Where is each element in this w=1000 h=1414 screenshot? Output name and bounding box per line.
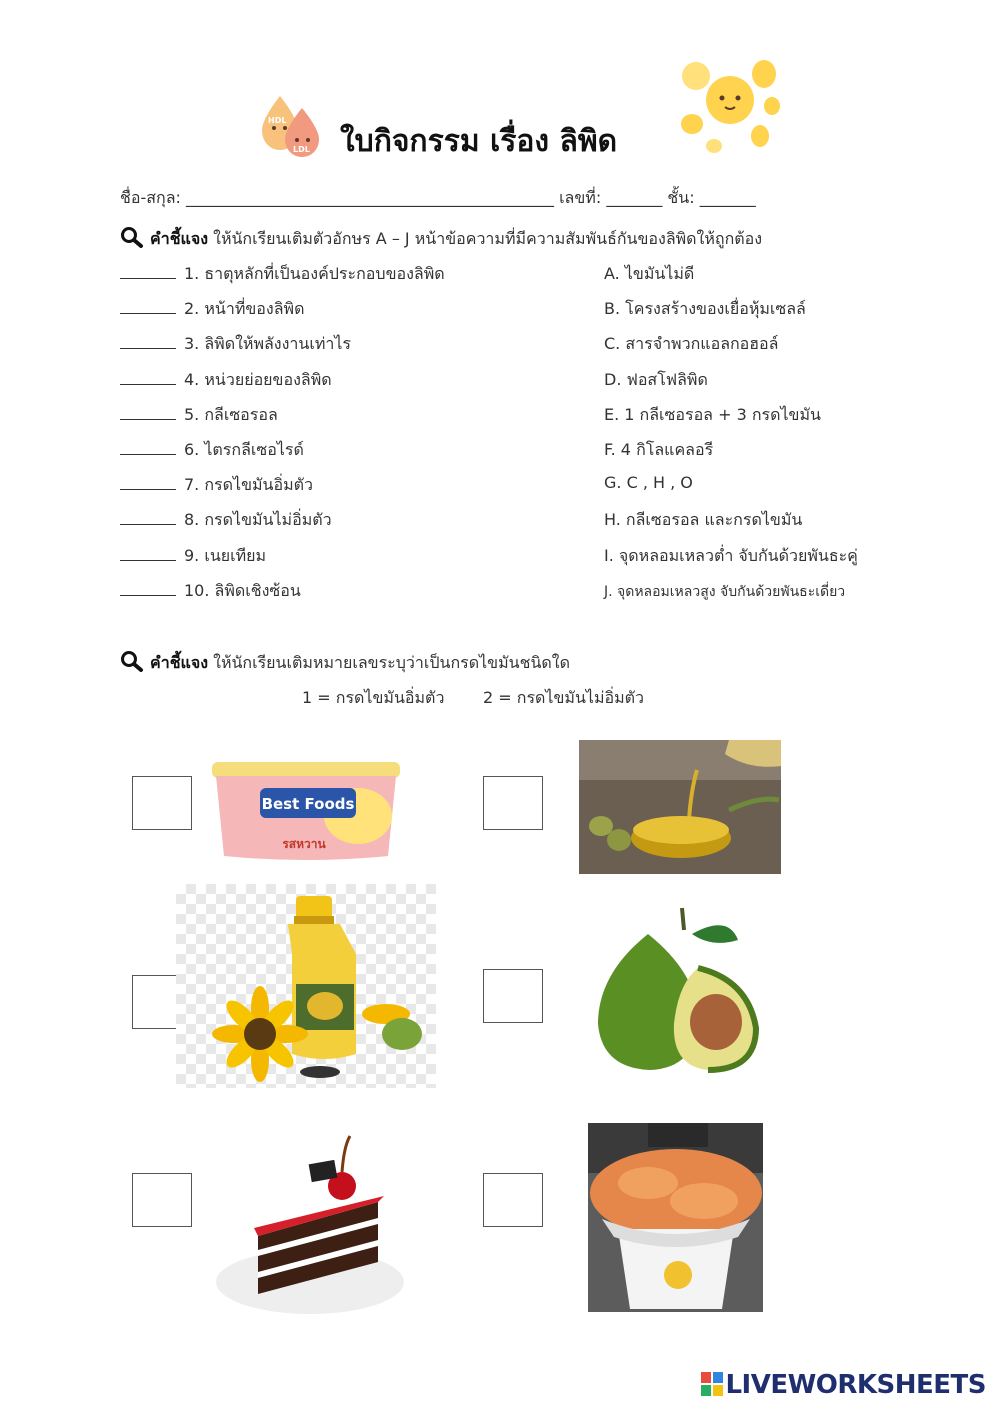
answer-blank[interactable] bbox=[120, 370, 176, 385]
answer-option: J. จุดหลอมเหลวสูง จับกันด้วยพันธะเดี่ยว bbox=[604, 584, 846, 600]
answer-box-margarine[interactable] bbox=[132, 776, 192, 830]
magnifier-icon bbox=[120, 226, 144, 248]
question-row bbox=[120, 508, 332, 533]
question-row bbox=[120, 262, 445, 287]
answer-option: D. ฟอสโฟลิพิด bbox=[604, 370, 708, 389]
answer-blank[interactable] bbox=[120, 440, 176, 455]
question-text: 1. ธาตุหลักที่เป็นองค์ประกอบของลิพิด bbox=[184, 264, 445, 283]
answer-option: G. C , H , O bbox=[604, 473, 693, 492]
section2-instruction bbox=[120, 650, 570, 676]
answer-option: I. จุดหลอมเหลวต่ำ จับกันด้วยพันธะคู่ bbox=[604, 546, 858, 565]
answer-option: E. 1 กลีเซอรอล + 3 กรดไขมัน bbox=[604, 405, 821, 424]
question-row bbox=[120, 368, 332, 393]
answer-blank[interactable] bbox=[120, 581, 176, 596]
cake-image bbox=[214, 1132, 408, 1318]
sunflower-oil-icon bbox=[176, 884, 436, 1088]
question-row bbox=[120, 332, 351, 357]
olive-oil-icon bbox=[579, 740, 781, 874]
instruction-text: ให้นักเรียนเติมหมายเลขระบุว่าเป็นกรดไขมันชนิดใด bbox=[208, 653, 570, 672]
avocado-image bbox=[588, 904, 764, 1076]
legend-saturated: 1 = กรดไขมันอิ่มตัว bbox=[302, 688, 445, 707]
question-text: 6. ไตรกลีเซอไรด์ bbox=[184, 440, 304, 459]
answer-blank[interactable] bbox=[120, 510, 176, 525]
page-title: ใบกิจกรรม เรื่อง ลิพิด bbox=[340, 124, 618, 159]
answer-option: A. ไขมันไม่ดี bbox=[604, 264, 695, 283]
lipid-bubbles-icon bbox=[672, 52, 784, 158]
question-text: 2. หน้าที่ของลิพิด bbox=[184, 299, 305, 318]
question-row bbox=[120, 403, 278, 428]
fries-cup-icon bbox=[588, 1123, 763, 1312]
answer-blank[interactable] bbox=[120, 405, 176, 420]
liveworksheets-logo bbox=[701, 1370, 986, 1400]
olive-oil-image bbox=[579, 740, 781, 874]
magnifier-icon bbox=[120, 650, 144, 672]
answer-blank[interactable] bbox=[120, 264, 176, 279]
question-text: 7. กรดไขมันอิ่มตัว bbox=[184, 475, 314, 494]
liveworksheets-text: LIVEWORKSHEETS bbox=[725, 1370, 986, 1400]
class-field[interactable]: _______ bbox=[699, 188, 756, 207]
margarine-brand: Best Foods bbox=[261, 795, 355, 813]
avocado-icon bbox=[588, 904, 764, 1076]
answer-option: H. กลีเซอรอล และกรดไขมัน bbox=[604, 510, 803, 529]
question-text: 8. กรดไขมันไม่อิ่มตัว bbox=[184, 510, 332, 529]
answer-box-cake[interactable] bbox=[132, 1173, 192, 1227]
question-text: 9. เนยเทียม bbox=[184, 546, 267, 565]
class-label: ชั้น: bbox=[667, 188, 695, 207]
question-text: 3. ลิพิดให้พลังงานเท่าไร bbox=[184, 334, 351, 353]
question-row bbox=[120, 579, 301, 604]
name-field[interactable]: ______________________________________________ bbox=[185, 188, 554, 207]
answer-box-fries[interactable] bbox=[483, 1173, 543, 1227]
cake-slice-icon bbox=[214, 1132, 408, 1318]
answer-box-olive-oil[interactable] bbox=[483, 776, 543, 830]
answer-blank[interactable] bbox=[120, 299, 176, 314]
answer-option: C. สารจำพวกแอลกอฮอล์ bbox=[604, 334, 779, 353]
number-label: เลขที่: bbox=[559, 188, 602, 207]
sunflower-oil-image bbox=[176, 884, 436, 1088]
liveworksheets-badge-icon bbox=[701, 1372, 723, 1396]
question-row bbox=[120, 297, 304, 322]
answer-option: B. โครงสร้างของเยื่อหุ้มเซลล์ bbox=[604, 299, 806, 318]
hdl-label: HDL bbox=[268, 116, 287, 125]
ldl-label: LDL bbox=[293, 145, 310, 154]
question-row bbox=[120, 544, 266, 569]
answer-blank[interactable] bbox=[120, 334, 176, 349]
answer-blank[interactable] bbox=[120, 546, 176, 561]
answer-option: F. 4 กิโลแคลอรี bbox=[604, 440, 714, 459]
instruction-bold: คำชี้แจง bbox=[150, 229, 209, 248]
number-field[interactable]: _______ bbox=[606, 188, 663, 207]
section1-instruction bbox=[120, 226, 762, 252]
fries-image bbox=[588, 1123, 763, 1312]
legend-unsaturated: 2 = กรดไขมันไม่อิ่มตัว bbox=[483, 688, 645, 707]
margarine-tub-icon bbox=[208, 760, 404, 864]
instruction-text: ให้นักเรียนเติมตัวอักษร A – J หน้าข้อความที่มีความสัมพันธ์กันของลิพิดให้ถูกต้อง bbox=[208, 229, 763, 248]
student-info-line bbox=[120, 186, 756, 211]
margarine-image bbox=[208, 760, 404, 864]
question-text: 10. ลิพิดเชิงซ้อน bbox=[184, 581, 301, 600]
answer-box-avocado[interactable] bbox=[483, 969, 543, 1023]
margarine-flavor: รสหวาน bbox=[282, 837, 326, 851]
question-row bbox=[120, 473, 313, 498]
question-row bbox=[120, 438, 304, 463]
question-text: 5. กลีเซอรอล bbox=[184, 405, 278, 424]
hdl-ldl-drops-icon bbox=[258, 94, 328, 160]
question-text: 4. หน่วยย่อยของลิพิด bbox=[184, 370, 332, 389]
answer-blank[interactable] bbox=[120, 475, 176, 490]
instruction-bold: คำชี้แจง bbox=[150, 653, 209, 672]
name-label: ชื่อ-สกุล: bbox=[120, 188, 181, 207]
